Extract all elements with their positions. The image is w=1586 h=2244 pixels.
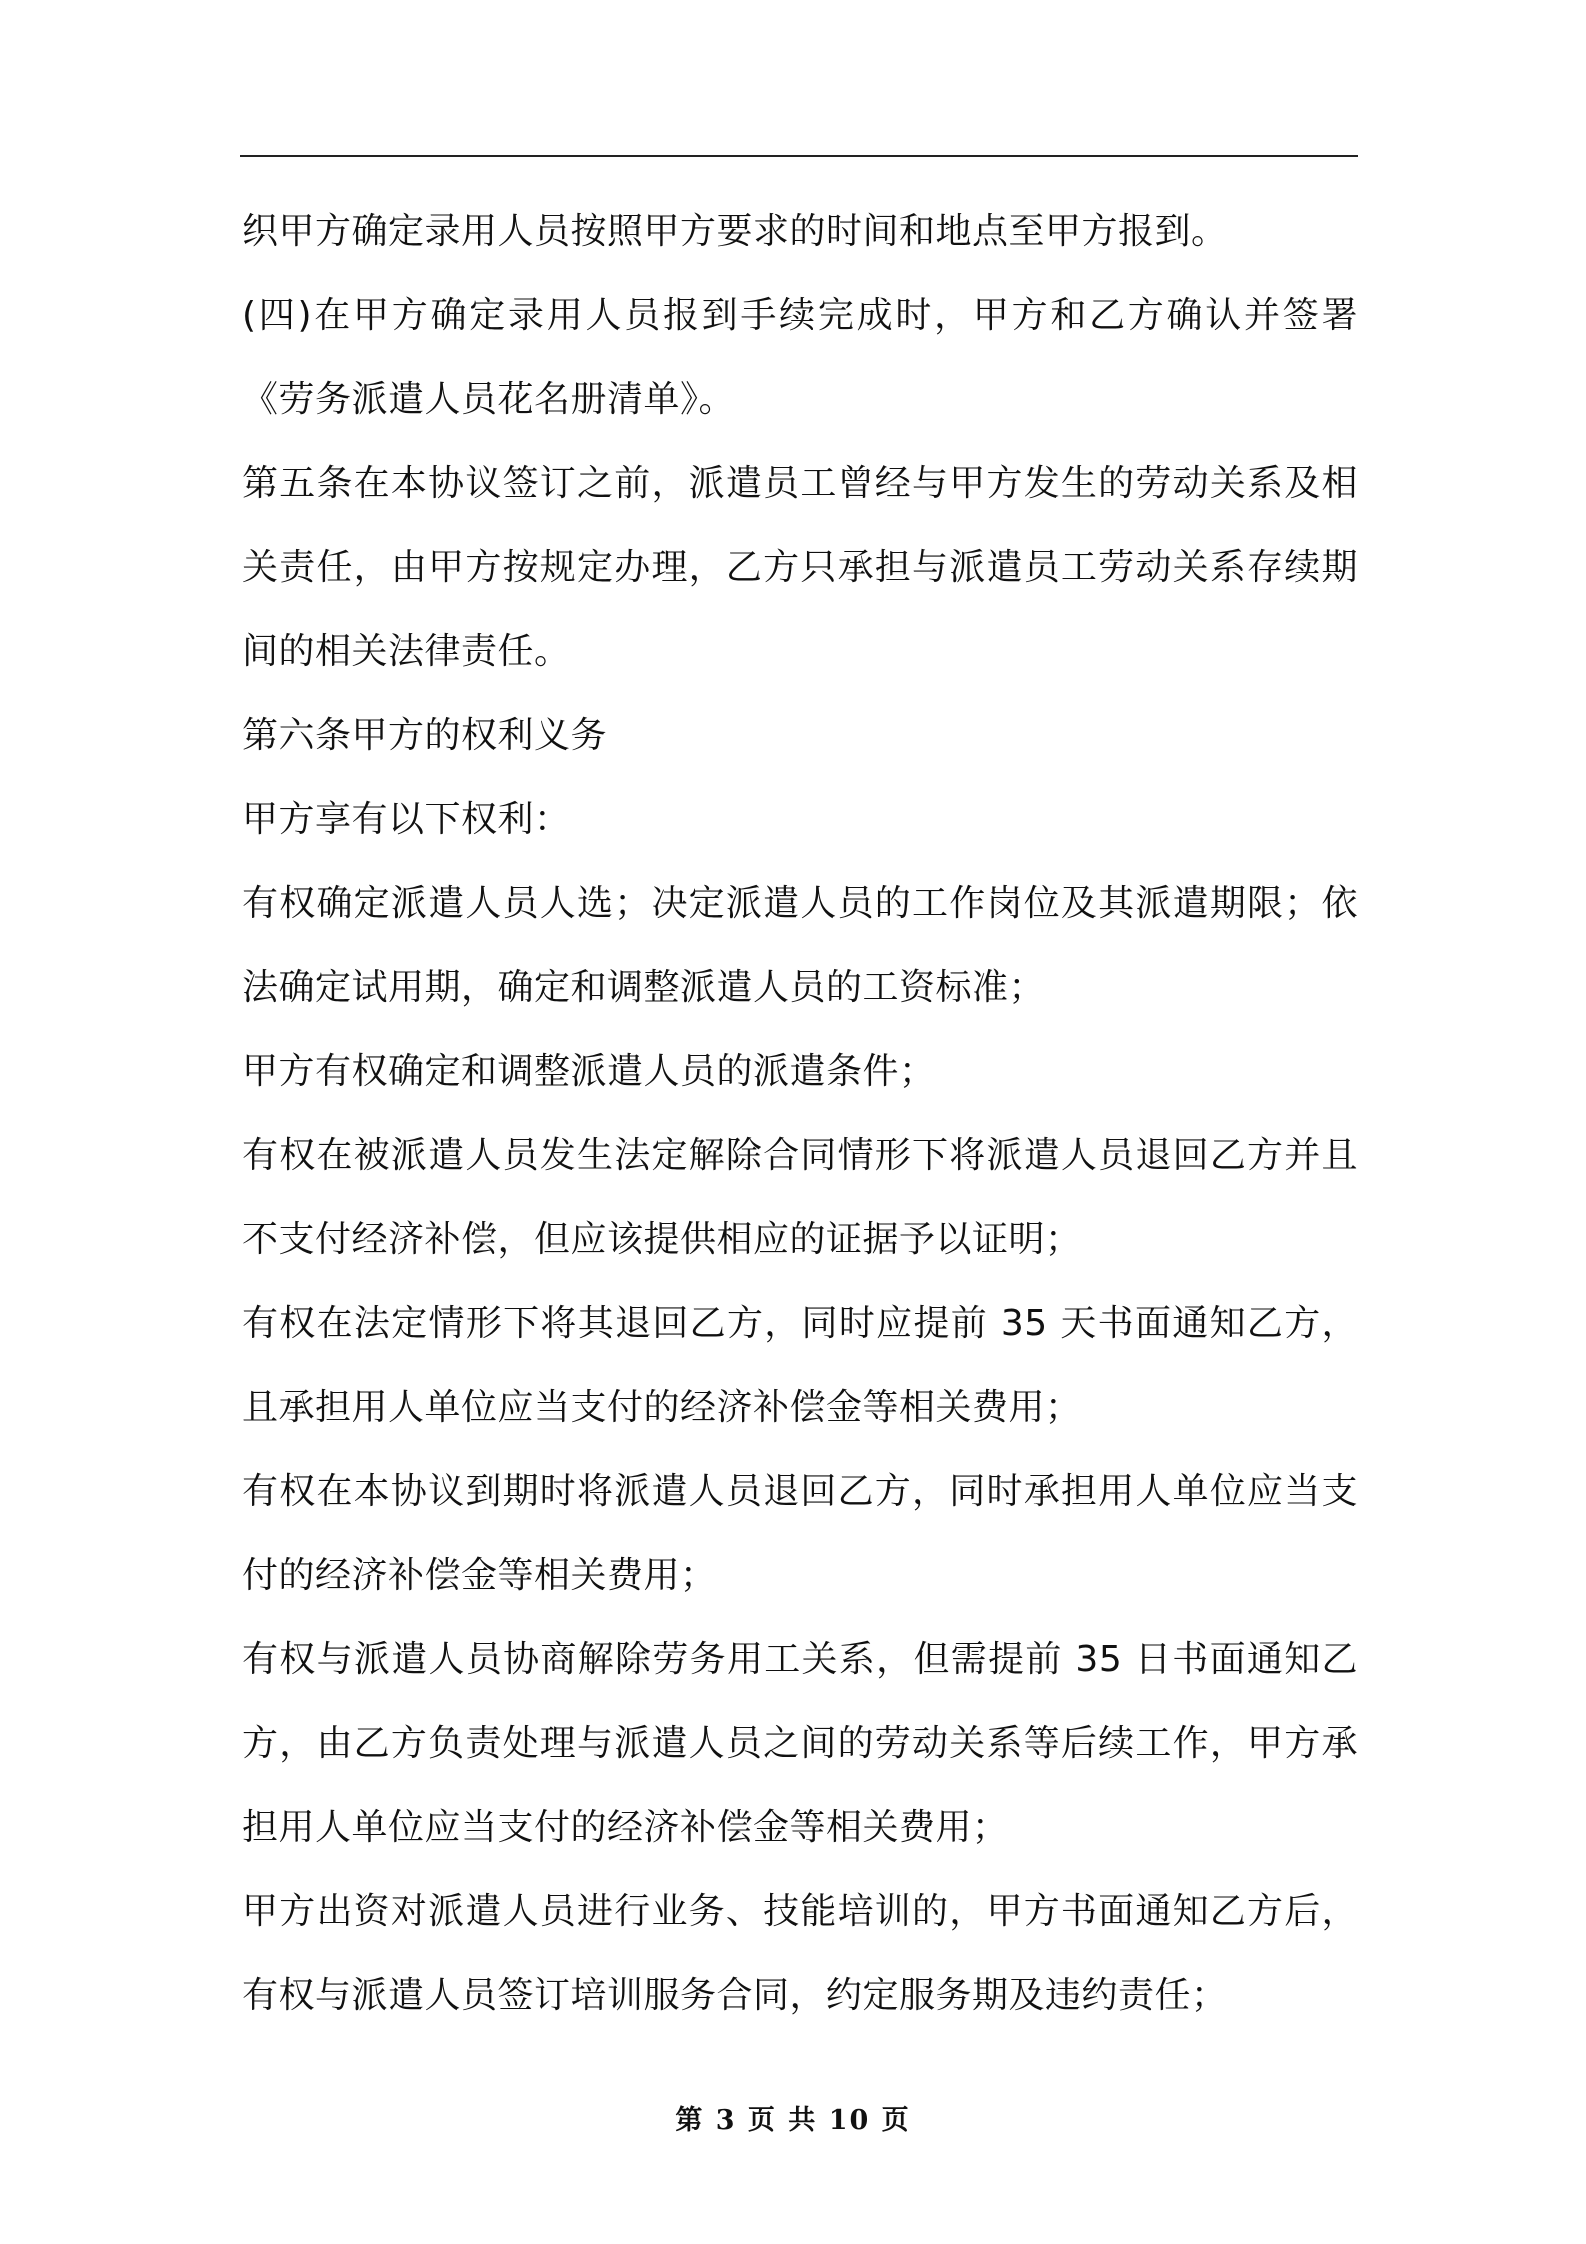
body-text [242,190,1358,2038]
paragraph: 有权在被派遣人员发生法定解除合同情形下将派遣人员退回乙方并且不支付经济补偿，但应该提供相应的证据予以证明； [242,1135,1358,1260]
paragraph: 有权确定派遣人员人选；决定派遣人员的工作岗位及其派遣期限；依法确定试用期，确定和调整派遣人员的工资标准； [242,883,1358,1008]
paragraph: 有权与派遣人员协商解除劳务用工关系，但需提前 35 日书面通知乙方，由乙方负责处理与派遣人员之间的劳动关系等后续工作，甲方承担用人单位应当支付的经济补偿金等相关费用； [242,1639,1358,1848]
page-footer [0,2098,1586,2137]
header-rule [240,155,1358,157]
paragraph: 甲方有权确定和调整派遣人员的派遣条件； [242,1051,936,1092]
paragraph: 甲方出资对派遣人员进行业务、技能培训的，甲方书面通知乙方后，有权与派遣人员签订培训服务合同，约定服务期及违约责任； [242,1891,1358,2016]
paragraph: 有权在法定情形下将其退回乙方，同时应提前 35 天书面通知乙方，且承担用人单位应当支付的经济补偿金等相关费用； [242,1303,1358,1428]
paragraph: (四)在甲方确定录用人员报到手续完成时，甲方和乙方确认并签署《劳务派遣人员花名册清单》。 [242,295,1358,420]
paragraph: 甲方享有以下权利： [242,799,571,840]
paragraph: 织甲方确定录用人员按照甲方要求的时间和地点至甲方报到。 [242,211,1228,252]
section-heading: 第六条甲方的权利义务 [242,715,608,756]
paragraph: 第五条在本协议签订之前，派遣员工曾经与甲方发生的劳动关系及相关责任，由甲方按规定办理，乙方只承担与派遣员工劳动关系存续期间的相关法律责任。 [242,463,1358,672]
page-number: 第 3 页 共 10 页 [675,2105,911,2136]
paragraph: 有权在本协议到期时将派遣人员退回乙方，同时承担用人单位应当支付的经济补偿金等相关费用； [242,1471,1358,1596]
